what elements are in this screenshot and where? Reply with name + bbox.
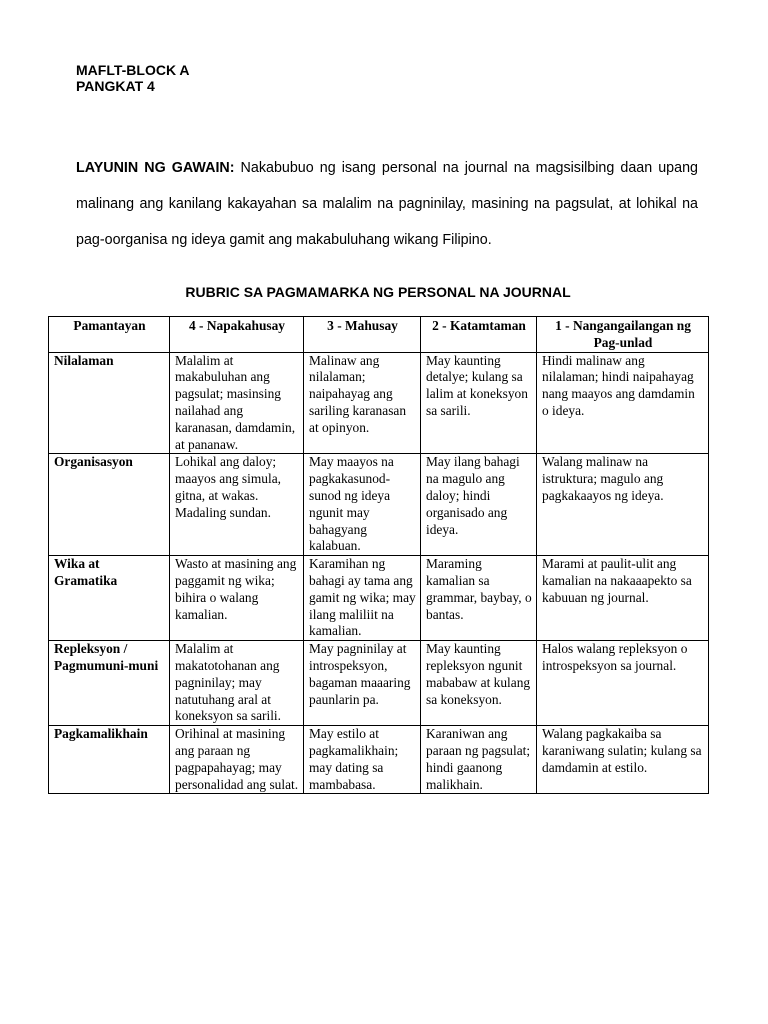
- table-row: [49, 726, 709, 794]
- table-cell: Wasto at masining ang paggamit ng wika; bihira o walang kamalian.: [170, 556, 304, 641]
- table-cell: May kaunting repleksyon ngunit mababaw at kulang sa koneksyon.: [421, 641, 537, 726]
- table-cell: May maayos na pagkakasunod-sunod ng ideya ngunit may bahagyang kalabuan.: [304, 454, 421, 556]
- objective-paragraph: [76, 150, 698, 258]
- objective-text: Nakabubuo ng isang personal na journal na magsisilbing daan upang malinang ang kanilang kakayahan sa malalim na pagninilay, masining na pagsulat, at lohikal na pag-oorganisa ng ideya gamit ang makabuluhang wikang Filipino.: [76, 160, 698, 248]
- block-label: MAFLT-BLOCK A: [76, 62, 190, 78]
- table-cell: May pagninilay at introspeksyon, bagaman maaaring paunlarin pa.: [304, 641, 421, 726]
- criterion-repleksyon: Repleksyon / Pagmumuni-muni: [49, 641, 170, 726]
- document-header: [76, 62, 190, 94]
- table-cell: Orihinal at masining ang paraan ng pagpapahayag; may personalidad ang sulat.: [170, 726, 304, 794]
- table-cell: Maraming kamalian sa grammar, baybay, o bantas.: [421, 556, 537, 641]
- table-cell: Karaniwan ang paraan ng pagsulat; hindi gaanong malikhain.: [421, 726, 537, 794]
- table-cell: Walang malinaw na istruktura; magulo ang pagkakaayos ng ideya.: [537, 454, 709, 556]
- table-cell: Walang pagkakaiba sa karaniwang sulatin; kulang sa damdamin at estilo.: [537, 726, 709, 794]
- table-cell: May ilang bahagi na magulo ang daloy; hindi organisado ang ideya.: [421, 454, 537, 556]
- table-cell: Karamihan ng bahagi ay tama ang gamit ng wika; may ilang maliliit na kamalian.: [304, 556, 421, 641]
- criterion-nilalaman: Nilalaman: [49, 352, 170, 454]
- table-cell: Malalim at makabuluhan ang pagsulat; masinsing nailahad ang karanasan, damdamin, at pananaw.: [170, 352, 304, 454]
- table-cell: Lohikal ang daloy; maayos ang simula, gitna, at wakas. Madaling sundan.: [170, 454, 304, 556]
- group-label: PANGKAT 4: [76, 78, 155, 94]
- table-row: [49, 556, 709, 641]
- rubric-header-row: [49, 317, 709, 353]
- table-cell: Malalim at makatotohanan ang pagninilay; may natutuhang aral at koneksyon sa sarili.: [170, 641, 304, 726]
- table-row: [49, 352, 709, 454]
- table-row: [49, 641, 709, 726]
- rubric-table: [48, 316, 709, 794]
- table-cell: Malinaw ang nilalaman; naipahayag ang sariling karanasan at opinyon.: [304, 352, 421, 454]
- table-row: [49, 454, 709, 556]
- header-pamantayan: Pamantayan: [49, 317, 170, 353]
- header-score-2: 2 - Katamtaman: [421, 317, 537, 353]
- table-cell: May estilo at pagkamalikhain; may dating sa mambabasa.: [304, 726, 421, 794]
- header-score-1: 1 - Nangangailangan ng Pag-unlad: [537, 317, 709, 353]
- objective-label: LAYUNIN NG GAWAIN:: [76, 160, 235, 176]
- criterion-wika-at-gramatika: Wika at Gramatika: [49, 556, 170, 641]
- table-cell: Hindi malinaw ang nilalaman; hindi naipahayag nang maayos ang damdamin o ideya.: [537, 352, 709, 454]
- header-score-4: 4 - Napakahusay: [170, 317, 304, 353]
- table-cell: Halos walang repleksyon o introspeksyon sa journal.: [537, 641, 709, 726]
- criterion-pagkamalikhain: Pagkamalikhain: [49, 726, 170, 794]
- rubric-title: RUBRIC SA PAGMAMARKA NG PERSONAL NA JOURNAL: [185, 284, 571, 300]
- header-score-3: 3 - Mahusay: [304, 317, 421, 353]
- table-cell: May kaunting detalye; kulang sa lalim at koneksyon sa sarili.: [421, 352, 537, 454]
- criterion-organisasyon: Organisasyon: [49, 454, 170, 556]
- table-cell: Marami at paulit-ulit ang kamalian na nakaaapekto sa kabuuan ng journal.: [537, 556, 709, 641]
